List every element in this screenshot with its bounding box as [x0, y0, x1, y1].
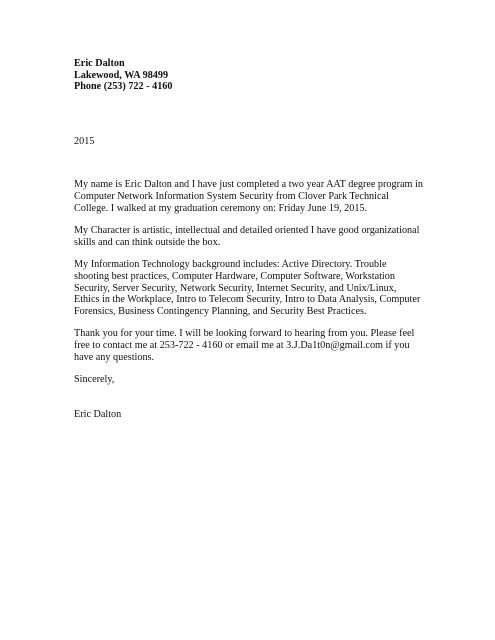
paragraph-thank-you: Thank you for your time. I will be looking forward to hearing from you. Please feel free to contact me at 253-722 - 4160 or email me at 3.J.Da1t0n@gmail.com if you have any questions.	[74, 328, 415, 363]
letter-content	[74, 58, 424, 420]
sender-address: Lakewood, WA 98499	[74, 69, 169, 81]
sender-name: Eric Dalton	[74, 58, 125, 69]
letter-closing: Sincerely,	[74, 374, 115, 386]
letter-signature: Eric Dalton	[74, 408, 122, 420]
letter-date: 2015	[74, 135, 95, 147]
paragraph-character: My Character is artistic, intellectual and detailed oriented I have good organizational skills and can think outside the box.	[74, 225, 420, 248]
paragraph-background: My Information Technology background includes: Active Directory. Trouble shooting best practices, Computer Hardware, Computer Software, Workstation Security, Server Security, Network Security, Internet Security, and Unix/Linux, Ethics in the Workplace, Intro to Telecom Security, Intro to Data Analysis, Computer Forensics, Business Contingency Planning, and Security Best Practices.	[74, 259, 421, 317]
sender-phone: Phone (253) 722 - 4160	[74, 81, 173, 93]
paragraph-introduction: My name is Eric Dalton and I have just completed a two year AAT degree program in Computer Network Information System Security from Clover Park Technical College. I walked at my graduation ceremony on: Friday June 19, 2015.	[74, 179, 423, 214]
